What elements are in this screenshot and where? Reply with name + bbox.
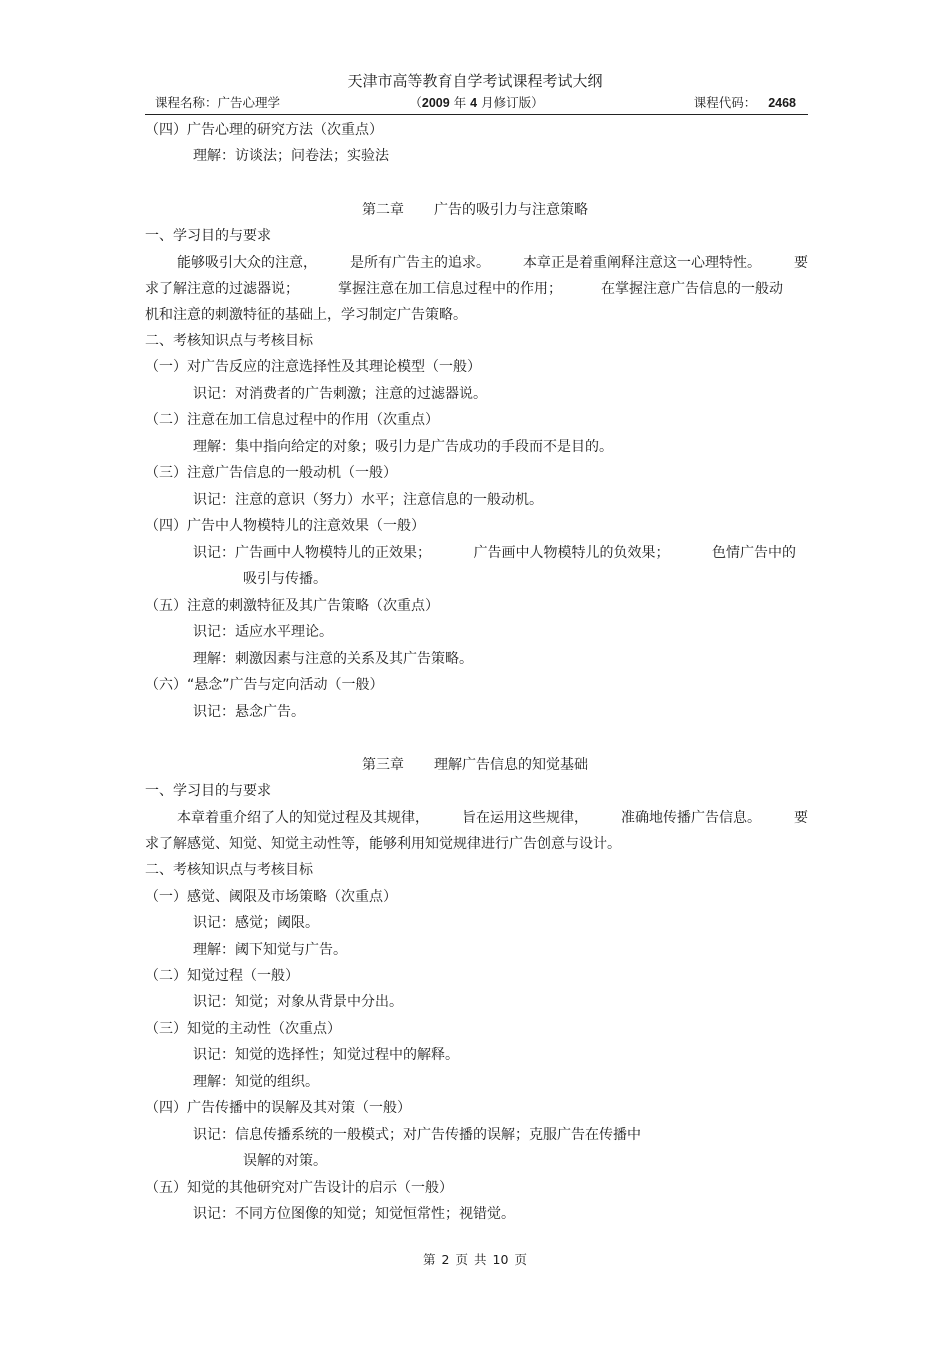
chapter-number: 第三章	[362, 757, 404, 773]
text-segment: 能够吸引大众的注意，	[177, 255, 317, 271]
course-name: 课程名称：广告心理学	[155, 95, 281, 110]
objective-continuation: 误解的对策。	[243, 1153, 327, 1169]
objective-line: 识记：知觉的选择性；知觉过程中的解释。	[193, 1047, 459, 1063]
footer-text: 共	[474, 1252, 487, 1267]
text-segment: 准确地传播广告信息。	[621, 810, 761, 826]
text-segment: 在掌握注意广告信息的一般动	[601, 281, 783, 297]
objective-line: 识记：信息传播系统的一般模式；对广告传播的误解；克服广告在传播中	[193, 1127, 641, 1143]
edition-prefix: （	[409, 95, 422, 110]
header-title: 天津市高等教育自学考试课程考试大纲	[347, 72, 603, 90]
header-row	[145, 93, 808, 113]
text-segment: 是所有广告主的追求。	[350, 255, 490, 271]
footer-text: 第	[423, 1252, 436, 1267]
text-segment: 要	[794, 810, 808, 826]
topic-heading: （一）感觉、阈限及市场策略（次重点）	[145, 889, 397, 905]
page-number: 2	[441, 1252, 450, 1267]
course-code-value: 2468	[768, 96, 796, 110]
text-segment: 色情广告中的	[712, 545, 796, 561]
section-heading: 一、学习目的与要求	[145, 783, 271, 799]
topic-heading: （四）广告中人物模特儿的注意效果（一般）	[145, 518, 425, 534]
paragraph-line	[145, 808, 808, 828]
edition-year-unit: 年	[449, 95, 471, 110]
footer-text: 页	[455, 1252, 469, 1267]
objective-continuation: 吸引与传播。	[243, 571, 327, 587]
footer-text: 页	[514, 1252, 527, 1267]
objective-line: 识记：对消费者的广告刺激；注意的过滤器说。	[193, 386, 487, 402]
objective-line: 识记：不同方位图像的知觉；知觉恒常性；视错觉。	[193, 1206, 515, 1222]
paragraph-line	[145, 253, 808, 273]
objective-line	[193, 543, 796, 563]
objective-line: 理解：刺激因素与注意的关系及其广告策略。	[193, 651, 473, 667]
text-segment: 广告画中人物模特儿的负效果；	[473, 545, 670, 561]
page-total: 10	[492, 1252, 509, 1267]
objective-line: 理解：知觉的组织。	[193, 1074, 319, 1090]
objective-line: 理解：阈下知觉与广告。	[193, 942, 347, 958]
edition-year: 2009	[421, 96, 450, 110]
chapter-title: 广告的吸引力与注意策略	[434, 202, 588, 218]
text-segment: 本章正是着重阐释注意这一心理特性。	[523, 255, 761, 271]
section-heading: 二、考核知识点与考核目标	[145, 862, 313, 878]
paragraph-line	[145, 279, 783, 299]
header-divider	[145, 114, 808, 115]
objective-line: 识记：感觉；阈限。	[193, 915, 319, 931]
chapter-number: 第二章	[362, 202, 404, 218]
text-segment: 求了解注意的过滤器说；	[145, 281, 299, 297]
text-segment: 要	[794, 255, 808, 271]
chapter-title: 理解广告信息的知觉基础	[434, 757, 588, 773]
topic-heading: （三）知觉的主动性（次重点）	[145, 1021, 341, 1037]
text-segment: 掌握注意在加工信息过程中的作用；	[338, 281, 562, 297]
paragraph-line: 求了解感觉、知觉、知觉主动性等，能够利用知觉规律进行广告创意与设计。	[145, 836, 621, 852]
topic-heading: （六）“悬念”广告与定向活动（一般）	[145, 677, 384, 693]
objective-line: 识记：知觉；对象从背景中分出。	[193, 994, 403, 1010]
topic-heading: （四）广告传播中的误解及其对策（一般）	[145, 1100, 411, 1116]
topic-heading: （三）注意广告信息的一般动机（一般）	[145, 465, 397, 481]
section-heading: 一、学习目的与要求	[145, 228, 271, 244]
page-footer	[0, 1250, 950, 1268]
topic-heading: （二）注意在加工信息过程中的作用（次重点）	[145, 412, 439, 428]
objective-line: 理解：访谈法；问卷法；实验法	[193, 148, 389, 164]
text-segment: 旨在运用这些规律，	[462, 810, 588, 826]
text-segment: 本章着重介绍了人的知觉过程及其规律，	[177, 810, 429, 826]
edition-suffix: 月修订版）	[477, 95, 544, 110]
course-code-label: 课程代码：	[693, 95, 757, 110]
edition-month: 4	[470, 96, 478, 110]
topic-heading: （五）知觉的其他研究对广告设计的启示（一般）	[145, 1180, 453, 1196]
section-heading: （四）广告心理的研究方法（次重点）	[145, 122, 383, 138]
topic-heading: （五）注意的刺激特征及其广告策略（次重点）	[145, 598, 439, 614]
objective-line: 理解：集中指向给定的对象；吸引力是广告成功的手段而不是目的。	[193, 439, 613, 455]
objective-line: 识记：悬念广告。	[193, 704, 305, 720]
section-heading: 二、考核知识点与考核目标	[145, 333, 313, 349]
objective-line: 识记：注意的意识（努力）水平；注意信息的一般动机。	[193, 492, 543, 508]
chapter-heading	[0, 755, 950, 775]
topic-heading: （二）知觉过程（一般）	[145, 968, 299, 984]
course-code	[694, 93, 796, 111]
objective-line: 识记：适应水平理论。	[193, 624, 333, 640]
paragraph-line: 机和注意的刺激特征的基础上，学习制定广告策略。	[145, 307, 467, 323]
text-segment: 识记：广告画中人物模特儿的正效果；	[193, 545, 431, 561]
chapter-heading	[0, 200, 950, 220]
topic-heading: （一）对广告反应的注意选择性及其理论模型（一般）	[145, 359, 481, 375]
